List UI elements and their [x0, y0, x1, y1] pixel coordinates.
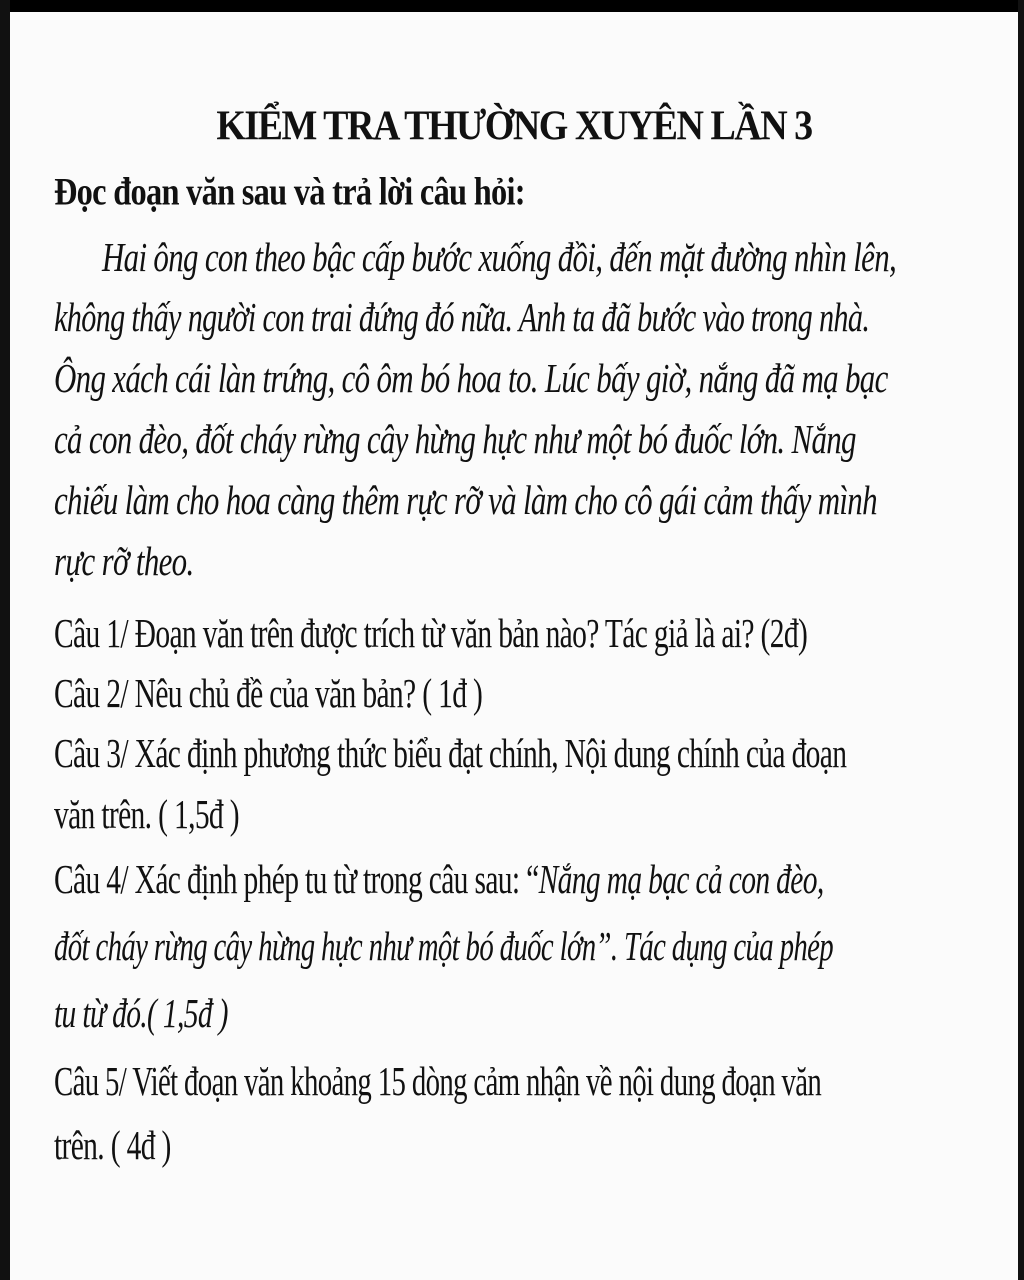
- question-4-line-1: [54, 850, 824, 908]
- question-4-quote-part-1: Nắng mạ bạc cả con đèo,: [538, 855, 824, 903]
- instruction-text: Đọc đoạn văn sau và trả lời câu hỏi:: [54, 169, 525, 214]
- passage-line-1: Hai ông con theo bậc cấp bước xuống đồi, đến mặt đường nhìn lên,: [102, 233, 897, 281]
- question-5-line-1: Câu 5/ Viết đoạn văn khoảng 15 dòng cảm nhận về nội dung đoạn văn: [54, 1057, 822, 1105]
- question-2: Câu 2/ Nêu chủ đề của văn bản? ( 1đ ): [54, 669, 483, 717]
- passage-line-3: Ông xách cái làn trứng, cô ôm bó hoa to. Lúc bấy giờ, nắng đã mạ bạc: [54, 354, 888, 402]
- question-1: Câu 1/ Đoạn văn trên được trích từ văn bản nào? Tác giả là ai? (2đ): [54, 609, 808, 657]
- passage-line-5: chiếu làm cho hoa càng thêm rực rỡ và làm cho cô gái cảm thấy mình: [54, 476, 877, 524]
- question-4-line-3: tu từ đó.( 1,5đ ): [54, 989, 228, 1037]
- question-4-line-2: đốt cháy rừng cây hừng hực như một bó đuốc lớn”. Tác dụng của phép: [54, 922, 834, 970]
- question-3-line-2: văn trên. ( 1,5đ ): [54, 790, 239, 838]
- question-5-line-2: trên. ( 4đ ): [54, 1121, 171, 1169]
- exam-title: KIỂM TRA THƯỜNG XUYÊN LẦN 3: [216, 102, 812, 150]
- question-3-line-1: Câu 3/ Xác định phương thức biểu đạt chính, Nội dung chính của đoạn: [54, 729, 847, 777]
- question-4-prefix: Câu 4/ Xác định phép tu từ trong câu sau: “: [54, 855, 539, 903]
- window-frame-right: [1018, 0, 1024, 1280]
- passage-line-6: rực rỡ theo.: [54, 537, 194, 585]
- passage-line-2: không thấy người con trai đứng đó nữa. Anh ta đã bước vào trong nhà.: [54, 293, 870, 341]
- window-frame-left: [0, 0, 10, 1280]
- exam-sheet: [10, 12, 1018, 1280]
- passage-line-4: cả con đèo, đốt cháy rừng cây hừng hực như một bó đuốc lớn. Nắng: [54, 415, 856, 463]
